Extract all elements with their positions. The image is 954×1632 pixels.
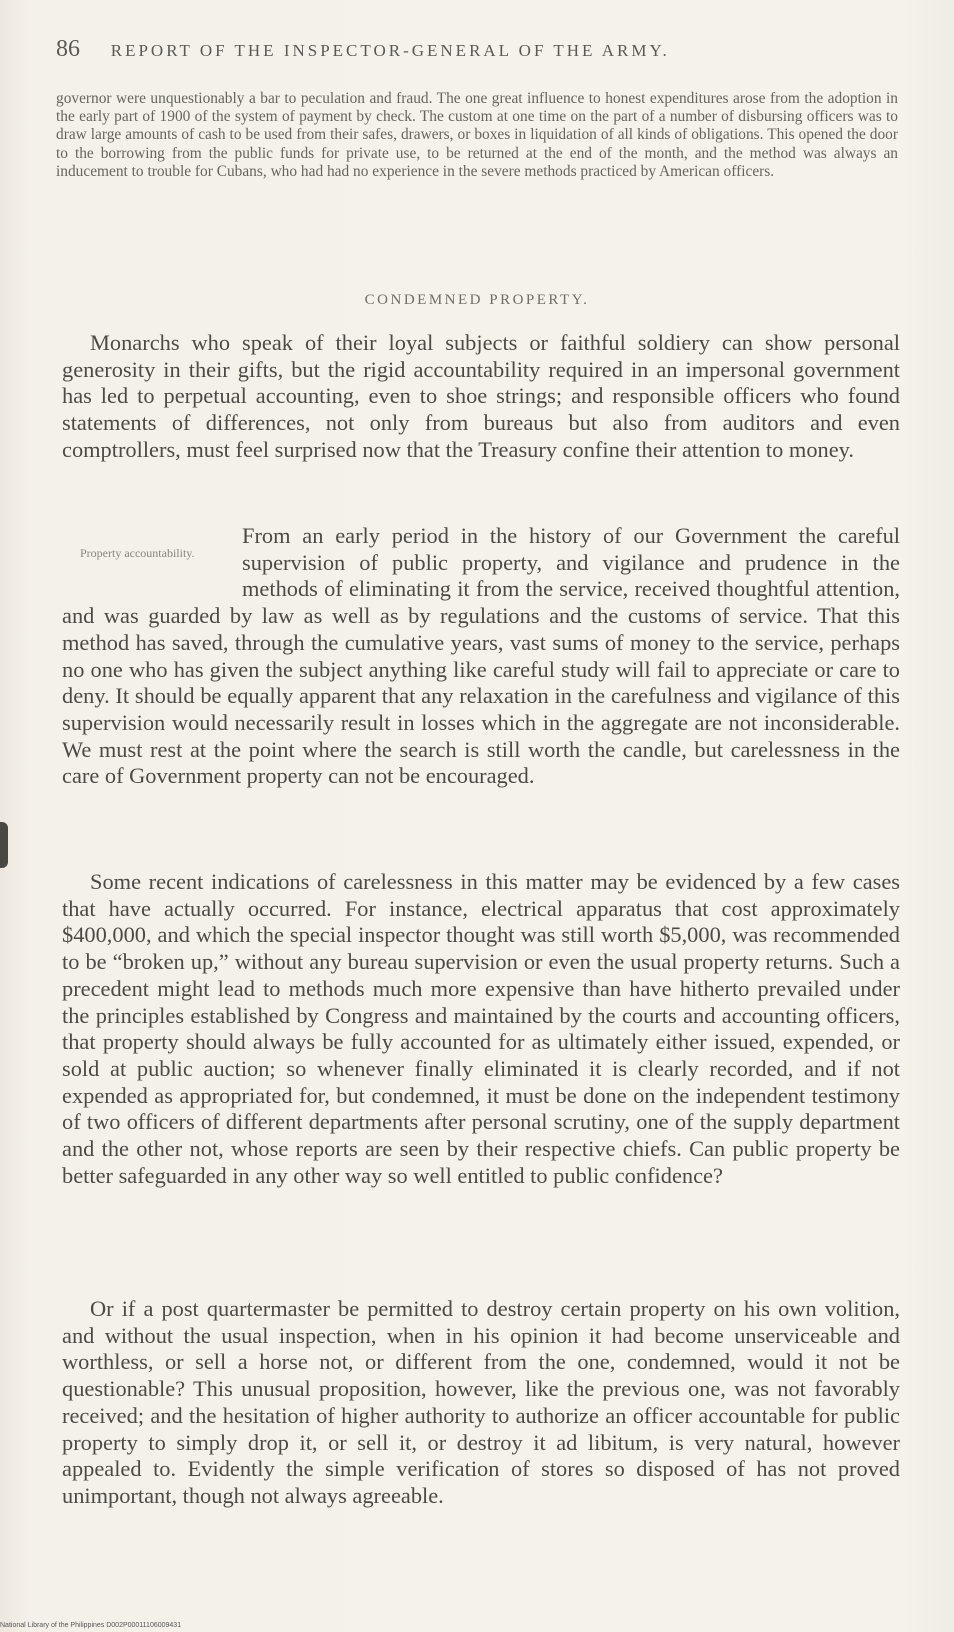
paragraph-from-early — [62, 523, 900, 790]
margin-note-gap — [62, 523, 242, 601]
paragraph-some-recent: Some recent indications of carelessness in this matter may be evidenced by a few cases that have actually occurred. For instance, electrical apparatus that cost approximately $400,000, and which the special inspector thought was still worth $5,000, was recommended to be “broken up,” without any bureau supervision or even the usual property returns. Such a precedent might lead to methods much more expensive than have hitherto prevailed under the principles established by Congress and maintained by the courts and accounting officers, that property should always be fully accounted for as ultimately either issued, expended, or sold at public auction; so whenever finally eliminated it is clearly recorded, and if not expended as appropriated for, but condemned, it must be done on the independent testimony of two officers of different departments after personal scrutiny, one of the supply department and the other not, whose reports are seen by their respective chiefs. Can public property be better safeguarded in any other way so well entitled to public confidence? — [62, 869, 900, 1188]
margin-note: Property accountability. — [80, 546, 195, 560]
paragraph-from-early-text: From an early period in the history of our Government the careful supervision of public property, and vigilance and prudence in the methods of eliminating it from the service, received thoughtful attention, and was guarded by law as well as by regulations and the customs of service. That this method has saved, through the cumulative years, vast sums of money to the service, perhaps no one who has given the subject anything like careful study will fail to appreciate or care to deny. It should be equally apparent that any relaxation in the carefulness and vigilance of this supervision would necessarily result in losses which in the aggregate are not inconsiderable. We must rest at the point where the search is still worth the candle, but carelessness in the care of Government property can not be encouraged. — [62, 523, 900, 789]
running-title: REPORT OF THE INSPECTOR-GENERAL OF THE ARMY. — [110, 41, 670, 60]
paragraph-or-if: Or if a post quartermaster be permitted to destroy certain property on his own volition, and without the usual inspection, when in his opinion it had become unserviceable and worthless, or sell a horse not, or different from the one, condemned, would it not be questionable? This unusual proposition, however, like the previous one, was not favorably received; and the hesitation of higher authority to authorize an officer accountable for public property to simply drop it, or sell it, or destroy it ad libitum, is very natural, however appealed to. Evidently the simple verification of stores so disposed of has not proved unimportant, though not always agreeable. — [62, 1296, 900, 1508]
paragraph-monarchs: Monarchs who speak of their loyal subjects or faithful soldiery can show personal generosity in their gifts, but the rigid accountability required in an impersonal government has led to perpetual accounting, even to shoe strings; and responsible officers who found statements of differences, not only from bureaus but also from auditors and even comptrollers, must feel surprised now that the Treasury confine their attention to money. — [62, 330, 900, 462]
section-heading: CONDEMNED PROPERTY. — [364, 292, 590, 308]
page-number: 86 — [56, 36, 80, 62]
page-header — [56, 36, 916, 63]
intro-paragraph: governor were unquestionably a bar to peculation and fraud. The one great influence to honest expenditures arose from the adoption in the early part of 1900 of the system of payment by check. The custom at one time on the part of a number of disbursing officers was to draw large amounts of cash to be used from their safes, drawers, or boxes in liquidation of all kinds of obligations. This opened the door to the borrowing from the public funds for private use, to be returned at the end of the month, and the method was always an inducement to trouble for Cubans, who had had no experience in the severe methods practiced by American officers. — [56, 90, 898, 180]
footer-credit: National Library of the Philippines D002P00011106009431 — [0, 1622, 182, 1629]
binding-mark — [0, 822, 8, 868]
